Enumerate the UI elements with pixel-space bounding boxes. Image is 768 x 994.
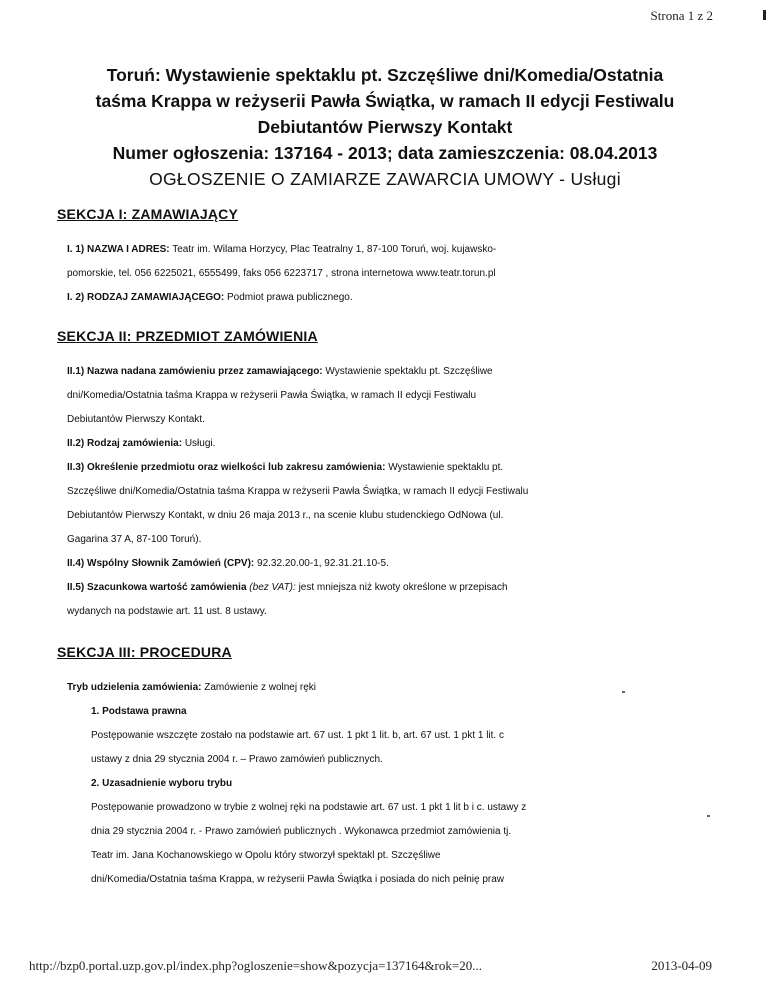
legal-basis-heading: 1. Podstawa prawna <box>91 706 187 717</box>
justification-line-1: Postępowanie prowadzono w trybie z wolnej ręki na podstawie art. 67 ust. 1 pkt 1 lit b i c. ustawy z <box>91 802 527 813</box>
title-line-3: Debiutantów Pierwszy Kontakt <box>257 117 513 137</box>
section-2-item-3-line-2: Szczęśliwe dni/Komedia/Ostatnia taśma Krappa w reżyserii Pawła Świątka, w ramach II edycji Festiwalu <box>67 486 529 497</box>
section-1-item-1-line-2: pomorskie, tel. 056 6225021, 6555499, faks 056 6223717 , strona internetowa www.teatr.torun.pl <box>67 268 496 279</box>
legal-basis-line-1: Postępowanie wszczęte zostało na podstawie art. 67 ust. 1 pkt 1 lit. b, art. 67 ust. 1 pkt 1 lit. c <box>91 730 504 741</box>
title-line-1: Toruń: Wystawienie spektaklu pt. Szczęśliwe dni/Komedia/Ostatnia <box>106 65 664 85</box>
scan-speck <box>707 815 710 817</box>
section-1-item-1 <box>67 238 717 262</box>
section-2-item-1 <box>67 360 717 384</box>
section-2-item-2-label: II.2) Rodzaj zamówienia: <box>67 438 183 449</box>
section-2-item-4-label: II.4) Wspólny Słownik Zamówień (CPV): <box>67 558 255 569</box>
section-1-item-1-label: I. 1) NAZWA I ADRES: <box>67 244 170 255</box>
page-indicator: Strona 1 z 2 <box>650 8 713 23</box>
section-2-item-2-value: Usługi. <box>184 438 216 449</box>
section-2-item-4 <box>67 552 717 576</box>
justification-line-2: dnia 29 stycznia 2004 r. - Prawo zamówień publicznych . Wykonawca przedmiot zamówienia tj. <box>91 826 512 837</box>
section-2-item-1-line-3: Debiutantów Pierwszy Kontakt. <box>67 414 205 425</box>
justification-line-4: dni/Komedia/Ostatnia taśma Krappa, w reżyserii Pawła Świątka i posiada do nich pełnię praw <box>91 874 504 885</box>
procurement-mode-label: Tryb udzielenia zamówienia: <box>67 682 202 693</box>
scan-speck <box>622 691 625 693</box>
section-2-item-3-line-4: Gagarina 37 A, 87-100 Toruń). <box>67 534 202 545</box>
section-2-item-1-label: II.1) Nazwa nadana zamówieniu przez zamawiającego: <box>67 366 323 377</box>
section-2-item-5-line-1: jest mniejsza niż kwoty określone w przepisach <box>298 582 508 593</box>
section-3-body <box>57 676 717 892</box>
section-1-item-2-label: I. 2) RODZAJ ZAMAWIAJĄCEGO: <box>67 292 225 303</box>
procurement-mode <box>67 676 717 700</box>
procedure-details <box>67 700 717 892</box>
section-2-item-5-label: II.5) Szacunkowa wartość zamówienia <box>67 582 247 593</box>
section-2-item-5-line-2: wydanych na podstawie art. 11 ust. 8 ustawy. <box>67 606 267 617</box>
title-line-2: taśma Krappa w reżyserii Pawła Świątka, w ramach II edycji Festiwalu <box>95 91 675 111</box>
section-2-heading: SEKCJA II: PRZEDMIOT ZAMÓWIENIA <box>57 328 318 344</box>
section-2-item-2 <box>67 432 717 456</box>
section-2-item-1-line-2: dni/Komedia/Ostatnia taśma Krappa w reżyserii Pawła Świątka, w ramach II edycji Festiwalu <box>67 390 477 401</box>
section-2-item-3-line-1: Wystawienie spektaklu pt. <box>388 462 504 473</box>
section-1-heading: SEKCJA I: ZAMAWIAJĄCY <box>57 206 239 222</box>
footer-date: 2013-04-09 <box>651 958 712 973</box>
announcement-type: OGŁOSZENIE O ZAMIARZE ZAWARCIA UMOWY - Usługi <box>149 169 621 189</box>
procurement-mode-value: Zamówienie z wolnej ręki <box>204 682 316 693</box>
announcement-number: Numer ogłoszenia: 137164 - 2013; data zamieszczenia: 08.04.2013 <box>112 143 658 163</box>
document-title <box>40 62 730 192</box>
section-2-item-3-label: II.3) Określenie przedmiotu oraz wielkości lub zakresu zamówienia: <box>67 462 386 473</box>
justification-heading: 2. Uzasadnienie wyboru trybu <box>91 778 233 789</box>
section-3-heading: SEKCJA III: PROCEDURA <box>57 644 232 660</box>
section-2-item-5 <box>67 576 717 600</box>
justification-line-3: Teatr im. Jana Kochanowskiego w Opolu który stworzył spektakl pt. Szczęśliwe <box>91 850 441 861</box>
section-1-item-1-line-1: Teatr im. Wilama Horzycy, Plac Teatralny 1, 87-100 Toruń, woj. kujawsko- <box>172 244 497 255</box>
section-2-item-4-value: 92.32.20.00-1, 92.31.21.10-5. <box>257 558 389 569</box>
section-2-item-1-line-1: Wystawienie spektaklu pt. Szczęśliwe <box>325 366 493 377</box>
section-1-item-2-value: Podmiot prawa publicznego. <box>227 292 353 303</box>
document-body <box>57 206 717 892</box>
legal-basis-line-2: ustawy z dnia 29 stycznia 2004 r. – Prawo zamówień publicznych. <box>91 754 383 765</box>
section-2-item-3 <box>67 456 717 480</box>
scan-edge-mark <box>763 10 766 20</box>
section-2-item-3-line-3: Debiutantów Pierwszy Kontakt, w dniu 26 maja 2013 r., na scenie klubu studenckiego OdNowa (ul. <box>67 510 504 521</box>
section-1-item-2 <box>67 286 717 310</box>
section-2-item-5-italic: (bez VAT): <box>249 582 296 593</box>
footer-url: http://bzp0.portal.uzp.gov.pl/index.php?ogloszenie=show&pozycja=137164&rok=20... <box>29 958 482 973</box>
section-1-body <box>57 238 717 310</box>
section-2-body <box>57 360 717 624</box>
